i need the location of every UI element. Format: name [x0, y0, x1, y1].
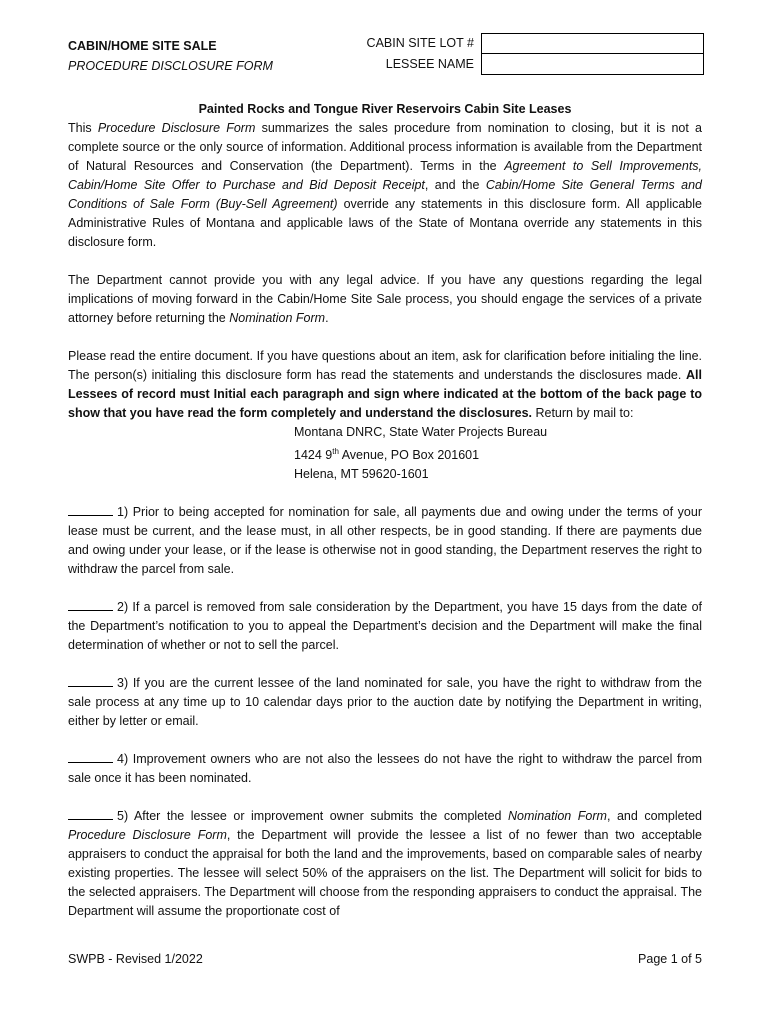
item-2: [68, 598, 702, 655]
document-body: [68, 100, 702, 921]
mailing-address: [294, 423, 702, 484]
address-line: Montana DNRC, State Water Projects Bureau: [294, 425, 548, 439]
header-fields: [300, 33, 704, 75]
intro-text: Agreement to Sell Improvements, Cabin/Home Site Offer to Purchase and Bid Deposit Receipt: [68, 159, 703, 192]
initial-blank[interactable]: [68, 503, 113, 516]
item-text: 2) If a parcel is removed from sale consideration by the Department, you have 15 days from the date of the Department’s notification to you to appeal the Department’s decision and the Department will make the final determination of whether or not to sell the parcel.: [68, 600, 702, 653]
item-4: [68, 750, 702, 788]
item-text: 1) Prior to being accepted for nomination for sale, all payments due and owing under the terms of your lease must be current, and the lease must, in all other respects, be in good standing. If there are payments due and owing under your lease, or if the lease is otherwise not in good standing, the Department reserves the right to withdraw the parcel from sale.: [68, 505, 702, 577]
legal-text: .: [325, 311, 329, 325]
initial-blank[interactable]: [68, 807, 113, 820]
intro-text: override any statements in this disclosure form. All applicable Administrative Rules of Montana and applicable laws of the State of Montana override any statements in this disclosure form.: [68, 197, 702, 249]
legal-paragraph: [68, 271, 702, 328]
lessee-name-field[interactable]: [481, 54, 704, 75]
lessee-label: LESSEE NAME: [385, 57, 474, 71]
item-text: 4) Improvement owners who are not also the lessees do not have the right to withdraw the parcel from sale once it has been nominated.: [68, 752, 702, 786]
footer-page-number: Page 1 of 5: [638, 952, 702, 966]
item-text: Procedure Disclosure Form: [68, 828, 227, 843]
form-title: CABIN/HOME SITE SALE: [68, 39, 217, 53]
lot-label: CABIN SITE LOT #: [366, 36, 474, 50]
item-text: , the Department will provide the lessee a list of no fewer than two acceptable appraisers to conduct the appraisal for both the land and the improvements, based on comparable sales of nearby existing properties. The lessee will select 50% of the appraisers on the list. The Department will solicit for bids to the selected appraisers. The Department will choose from the responding appraisers to conduct the appraisal. The Department will assume the proportionate cost of: [68, 828, 702, 919]
lot-row: [300, 33, 704, 54]
initial-blank[interactable]: [68, 750, 113, 763]
address-text: Avenue, PO Box 201601: [338, 448, 480, 463]
intro-text: This: [68, 121, 98, 135]
item-3: [68, 674, 702, 731]
read-text: Return by mail to:: [532, 406, 634, 420]
legal-text: Nomination Form: [229, 311, 326, 325]
intro-text: Procedure Disclosure Form: [97, 121, 256, 135]
address-text: 1424 9: [294, 448, 333, 463]
read-paragraph: [68, 347, 702, 423]
intro-text: Cabin/Home Site General Terms and Conditions of Sale Form (Buy-Sell Agreement): [68, 178, 703, 211]
intro-text: , and the: [424, 178, 486, 192]
item-text: 5) After the lessee or improvement owner submits the completed: [117, 809, 509, 824]
read-text: Please read the entire document. If you have questions about an item, ask for clarification before initialing the line. The person(s) initialing this disclosure form has read the statements and understands the disclosures made.: [68, 349, 702, 382]
item-5: [68, 807, 702, 921]
form-subtitle: PROCEDURE DISCLOSURE FORM: [68, 59, 273, 73]
address-text: th: [332, 447, 339, 456]
address-line: [294, 442, 702, 465]
legal-text: The Department cannot provide you with any legal advice. If you have any questions regarding the legal implications of moving forward in the Cabin/Home Site Sale process, you should engage the services of a private attorney before returning the: [68, 273, 702, 325]
initial-blank[interactable]: [68, 598, 113, 611]
item-text: , and completed: [606, 809, 702, 824]
lessee-row: [300, 54, 704, 75]
initial-blank[interactable]: [68, 674, 113, 687]
section-heading: Painted Rocks and Tongue River Reservoirs Cabin Site Leases: [198, 102, 572, 116]
item-text: 3) If you are the current lessee of the land nominated for sale, you have the right to withdraw from the sale process at any time up to 10 calendar days prior to the auction date by notifying the Department in writing, either by letter or email.: [68, 676, 702, 729]
read-text: All Lessees of record must Initial each paragraph and sign where indicated at the bottom of the back page to show that you have read the form completely and understand the disclosures.: [68, 368, 702, 420]
lot-number-field[interactable]: [481, 33, 704, 54]
item-1: [68, 503, 702, 579]
intro-paragraph: [68, 119, 702, 252]
item-text: Nomination Form: [508, 809, 607, 824]
intro-text: summarizes the sales procedure from nomination to closing, but it is not a complete source or the only source of information. Additional process information is available from the Department of Natural Resources and Conservation (the Department). Terms in the: [68, 121, 702, 173]
address-line: Helena, MT 59620-1601: [294, 467, 429, 482]
header-titles: [68, 36, 273, 76]
footer-revision: SWPB - Revised 1/2022: [68, 952, 203, 966]
